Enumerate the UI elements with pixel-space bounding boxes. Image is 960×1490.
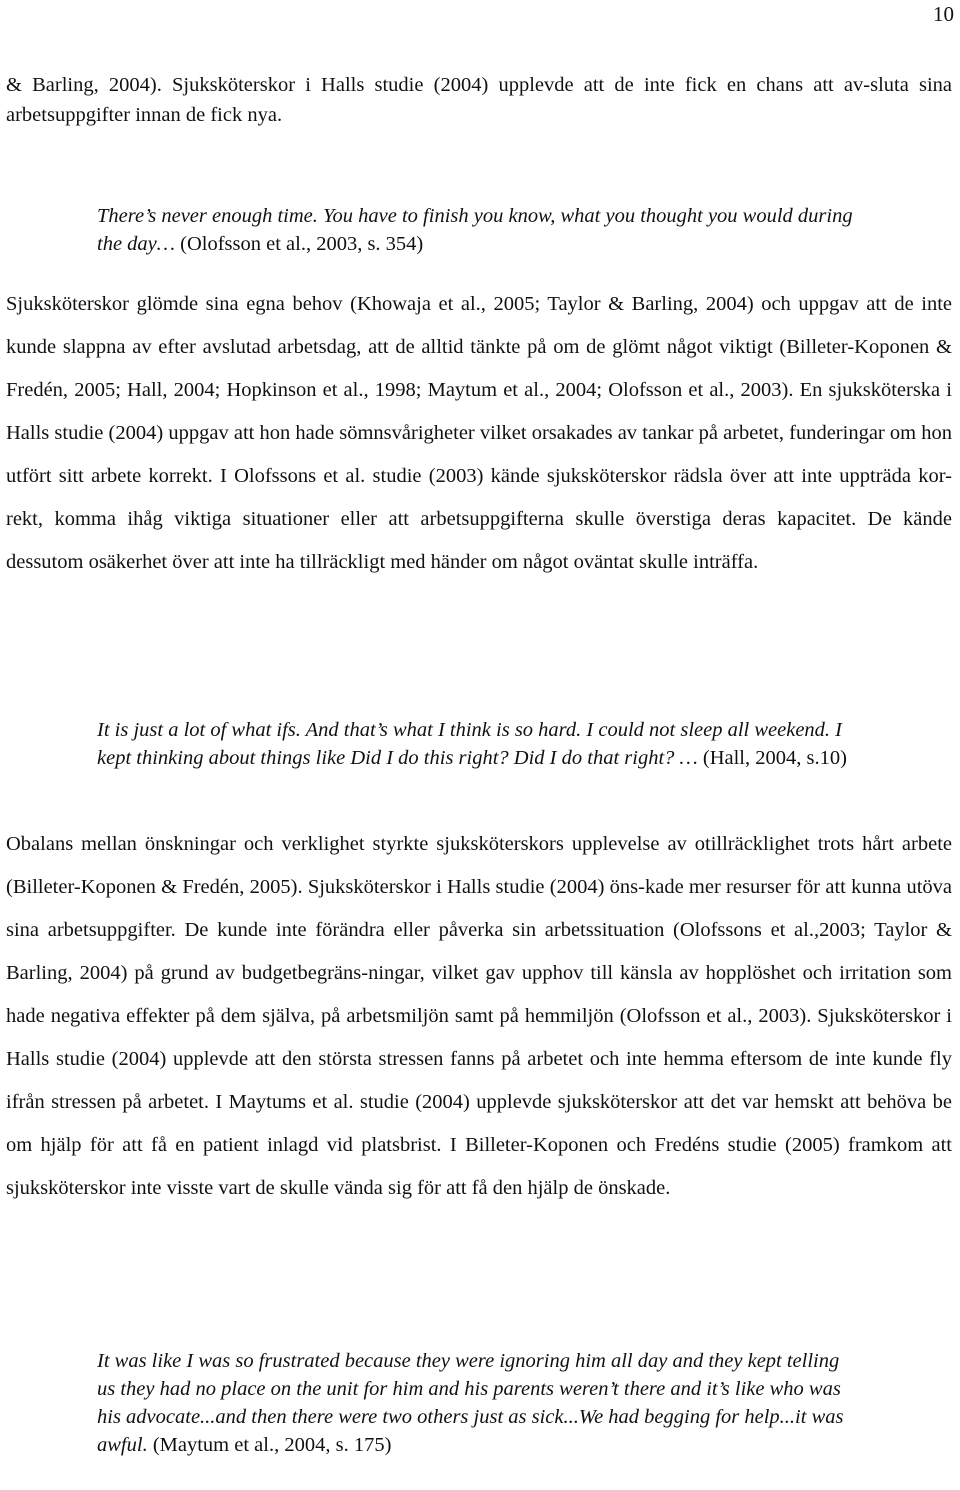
quote-1-citation: (Olofsson et al., 2003, s. 354) xyxy=(175,233,424,255)
quote-3-citation: (Maytum et al., 2004, s. 175) xyxy=(147,1434,392,1456)
block-quote-2 xyxy=(97,716,877,772)
paragraph-1: & Barling, 2004). Sjuksköterskor i Halls studie (2004) upplevde att de inte fick en chans att av-sluta sina arbetsuppgifter innan de fick nya. xyxy=(6,74,952,126)
block-quote-1 xyxy=(97,202,857,258)
paragraph-2: Sjuksköterskor glömde sina egna behov (Khowaja et al., 2005; Taylor & Barling, 2004) och uppgav att de inte kunde slappna av efter avslutad arbetsdag, att de alltid tänkte på om de glömt något viktigt (Billeter-Koponen & Fredén, 2005; Hall, 2004; Hopkinson et al., 1998; Maytum et al., 2004; Olofsson et al., 2003). En sjuksköterska i Halls studie (2004) uppgav att hon hade sömnsvårigheter vilket orsakades av tankar på arbetet, funderingar om hon utfört sitt arbete korrekt. I Olofssons et al. studie (2003) kände sjuksköterskor rädsla över att inte uppträda kor-rekt, komma ihåg viktiga situationer eller att arbetsuppgifterna skulle överstiga deras kapacitet. De kände dessutom osäkerhet över att inte ha tillräckligt med händer om något oväntat skulle inträffa. xyxy=(6,293,952,573)
quote-1-text: There’s never enough time. You have to finish you know, what you thought you would during the day… xyxy=(97,205,853,255)
page-number: 10 xyxy=(933,2,954,26)
quote-2-text: It is just a lot of what ifs. And that’s what I think is so hard. I could not sleep all weekend. I kept thinking about things like Did I do this right? Did I do that right? … xyxy=(97,719,842,769)
quote-2-citation: (Hall, 2004, s.10) xyxy=(697,747,847,769)
block-quote-3 xyxy=(97,1347,857,1459)
paragraph-3: Obalans mellan önskningar och verklighet styrkte sjuksköterskors upplevelse av otillräcklighet trots hårt arbete (Billeter-Koponen & Fredén, 2005). Sjuksköterskor i Halls studie (2004) öns-kade mer resurser för att kunna utöva sina arbetsuppgifter. De kunde inte förändra eller påverka sin arbetssituation (Olofssons et al.,2003; Taylor & Barling, 2004) på grund av budgetbegräns-ningar, vilket gav upphov till känsla av hopplöshet och irritation som hade negativa effekter på dem själva, på arbetsmiljön samt på hemmiljön (Olofsson et al., 2003). Sjuksköterskor i Halls studie (2004) upplevde att den största stressen fanns på arbetet och inte hemma eftersom de inte kunde fly ifrån stressen på arbetet. I Maytums et al. studie (2004) upplevde sjuksköterskor att det var hemskt att behöva be om hjälp för att få en patient inlagd vid platsbrist. I Billeter-Koponen och Fredéns studie (2005) framkom att sjuksköterskor inte visste vart de skulle vända sig för att få den hjälp de önskade. xyxy=(6,833,952,1199)
quote-3-text: It was like I was so frustrated because they were ignoring him all day and they kept telling us they had no place on the unit for him and his parents weren’t there and it’s like who was his advocate...and then there were two others just as sick...We had begging for help...it was awful. xyxy=(97,1350,844,1456)
